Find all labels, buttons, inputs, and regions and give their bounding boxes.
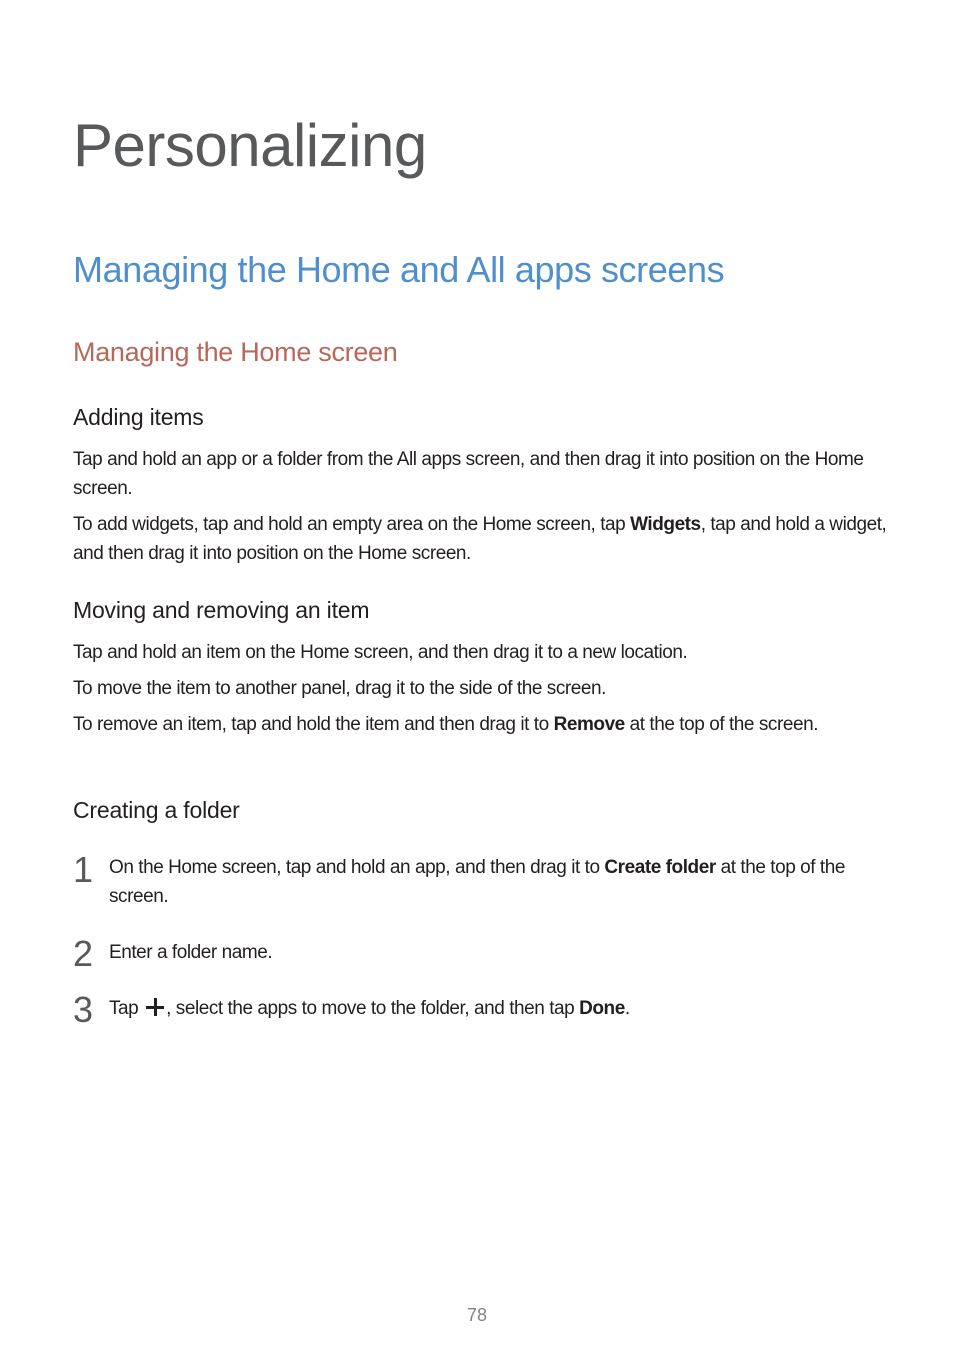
text-run: Tap (109, 998, 144, 1019)
moving-items-paragraph-3 (73, 710, 833, 739)
page-number: 78 (466, 1305, 488, 1325)
adding-items-paragraph-2 (73, 510, 888, 568)
text-run: at the top of the screen. (624, 714, 819, 735)
bold-term-remove: Remove (553, 714, 625, 735)
moving-items-paragraph-1: Tap and hold an item on the Home screen, and then drag it to a new location. (73, 642, 688, 663)
step-number: 1 (73, 849, 94, 890)
adding-items-paragraph-1: Tap and hold an app or a folder from the All apps screen, and then drag it into position on the Home screen. (73, 449, 864, 499)
step-number: 2 (73, 933, 94, 974)
text-run: . (624, 998, 630, 1019)
step-text (109, 994, 889, 1023)
moving-items-heading: Moving and removing an item (73, 597, 370, 623)
adding-items-heading: Adding items (73, 404, 204, 430)
text-run: On the Home screen, tap and hold an app, and then drag it to (109, 857, 605, 878)
moving-items-paragraph-2: To move the item to another panel, drag it to the side of the screen. (73, 678, 606, 699)
chapter-title: Personalizing (73, 112, 427, 179)
bold-term-create-folder: Create folder (604, 857, 716, 878)
creating-folder-heading: Creating a folder (73, 797, 240, 823)
text-run: , tap and hold a widget, and then drag it into position on the Home screen. (73, 514, 887, 564)
step-text (109, 853, 889, 911)
text-run: , select the apps to move to the folder, and then tap (166, 998, 580, 1019)
text-run: To remove an item, tap and hold the item and then drag it to (73, 714, 554, 735)
subsection-title: Managing the Home screen (73, 337, 398, 367)
bold-term-done: Done (579, 998, 625, 1019)
section-title: Managing the Home and All apps screens (73, 249, 725, 290)
plus-icon (145, 997, 165, 1017)
step-text: Enter a folder name. (109, 942, 273, 963)
bold-term-widgets: Widgets (630, 514, 701, 535)
step-number: 3 (73, 989, 94, 1030)
text-run: at the top of the screen. (109, 857, 845, 907)
text-run: To add widgets, tap and hold an empty area on the Home screen, tap (73, 514, 631, 535)
